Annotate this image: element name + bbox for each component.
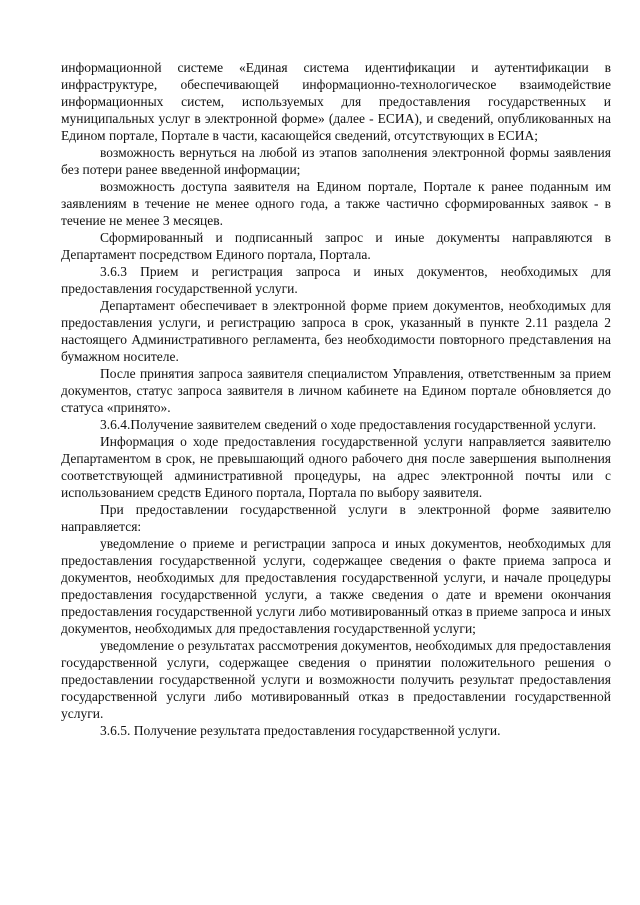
paragraph-status-accepted: После принятия запроса заявителя специалистом Управления, ответственным за прием документов, статус запроса заявителя в личном кабинете на Едином портале обновляется до статуса «принято». [61, 366, 611, 415]
paragraph-progress-info: Информация о ходе предоставления государственной услуги направляется заявителю Департаментом в срок, не превышающий одного рабочего дня после завершения выполнения соответствующей административной процедуры, на адрес электронной почты или с использованием средств Единого портала, Портала по выбору заявителя. [61, 434, 611, 500]
paragraph-notice-results: уведомление о результатах рассмотрения документов, необходимых для предоставления государственной услуги, содержащее сведения о принятии положительного решения о предоставлении государственной услуги и возможности получить результат предоставления государственной услуги либо мотивированный отказ в предоставлении государственной услуги. [61, 638, 611, 721]
paragraph-esia-info: информационной системе «Единая система идентификации и аутентификации в инфраструктуре, обеспечивающей информационно-технологическое взаимодействие информационных систем, используемых для предоставления государственных и муниципальных услуг в электронной форме» (далее - ЕСИА), и сведений, опубликованных на Едином портале, Портале в части, касающейся сведений, отсутствующих в ЕСИА; [61, 60, 611, 143]
section-3-6-4-heading: 3.6.4.Получение заявителем сведений о ходе предоставления государственной услуги. [100, 417, 597, 432]
section-3-6-3-heading: 3.6.3 Прием и регистрация запроса и иных документов, необходимых для предоставления государственной услуги. [61, 264, 611, 296]
paragraph-department-receives: Департамент обеспечивает в электронной форме прием документов, необходимых для предоставления услуги, и регистрацию запроса в срок, указанный в пункте 2.11 раздела 2 настоящего Административного регламента, без необходимости повторного представления на бумажном носителе. [61, 298, 611, 364]
paragraph-return-to-step: возможность вернуться на любой из этапов заполнения электронной формы заявления без потери ранее введенной информации; [61, 145, 611, 177]
paragraph-request-sent: Сформированный и подписанный запрос и иные документы направляются в Департамент посредством Единого портала, Портала. [61, 230, 611, 262]
paragraph-access-applications: возможность доступа заявителя на Едином портале, Портале к ранее поданным им заявлениям в течение не менее одного года, а также частично сформированных заявок - в течение не менее 3 месяцев. [61, 179, 611, 228]
paragraph-notice-receipt: уведомление о приеме и регистрации запроса и иных документов, необходимых для предоставления государственной услуги, содержащее сведения о факте приема запроса и документов, необходимых для предоставления государственной услуги, и начале процедуры предоставления государственной услуги, а также сведения о дате и времени окончания предоставления государственной услуги либо мотивированный отказ в приеме запроса и иных документов, необходимых для предоставления государственной услуги; [61, 536, 611, 636]
paragraph-sent-to-applicant: При предоставлении государственной услуги в электронной форме заявителю направляется: [61, 502, 611, 534]
document-page [61, 59, 611, 739]
section-3-6-5-heading: 3.6.5. Получение результата предоставления государственной услуги. [100, 723, 501, 738]
